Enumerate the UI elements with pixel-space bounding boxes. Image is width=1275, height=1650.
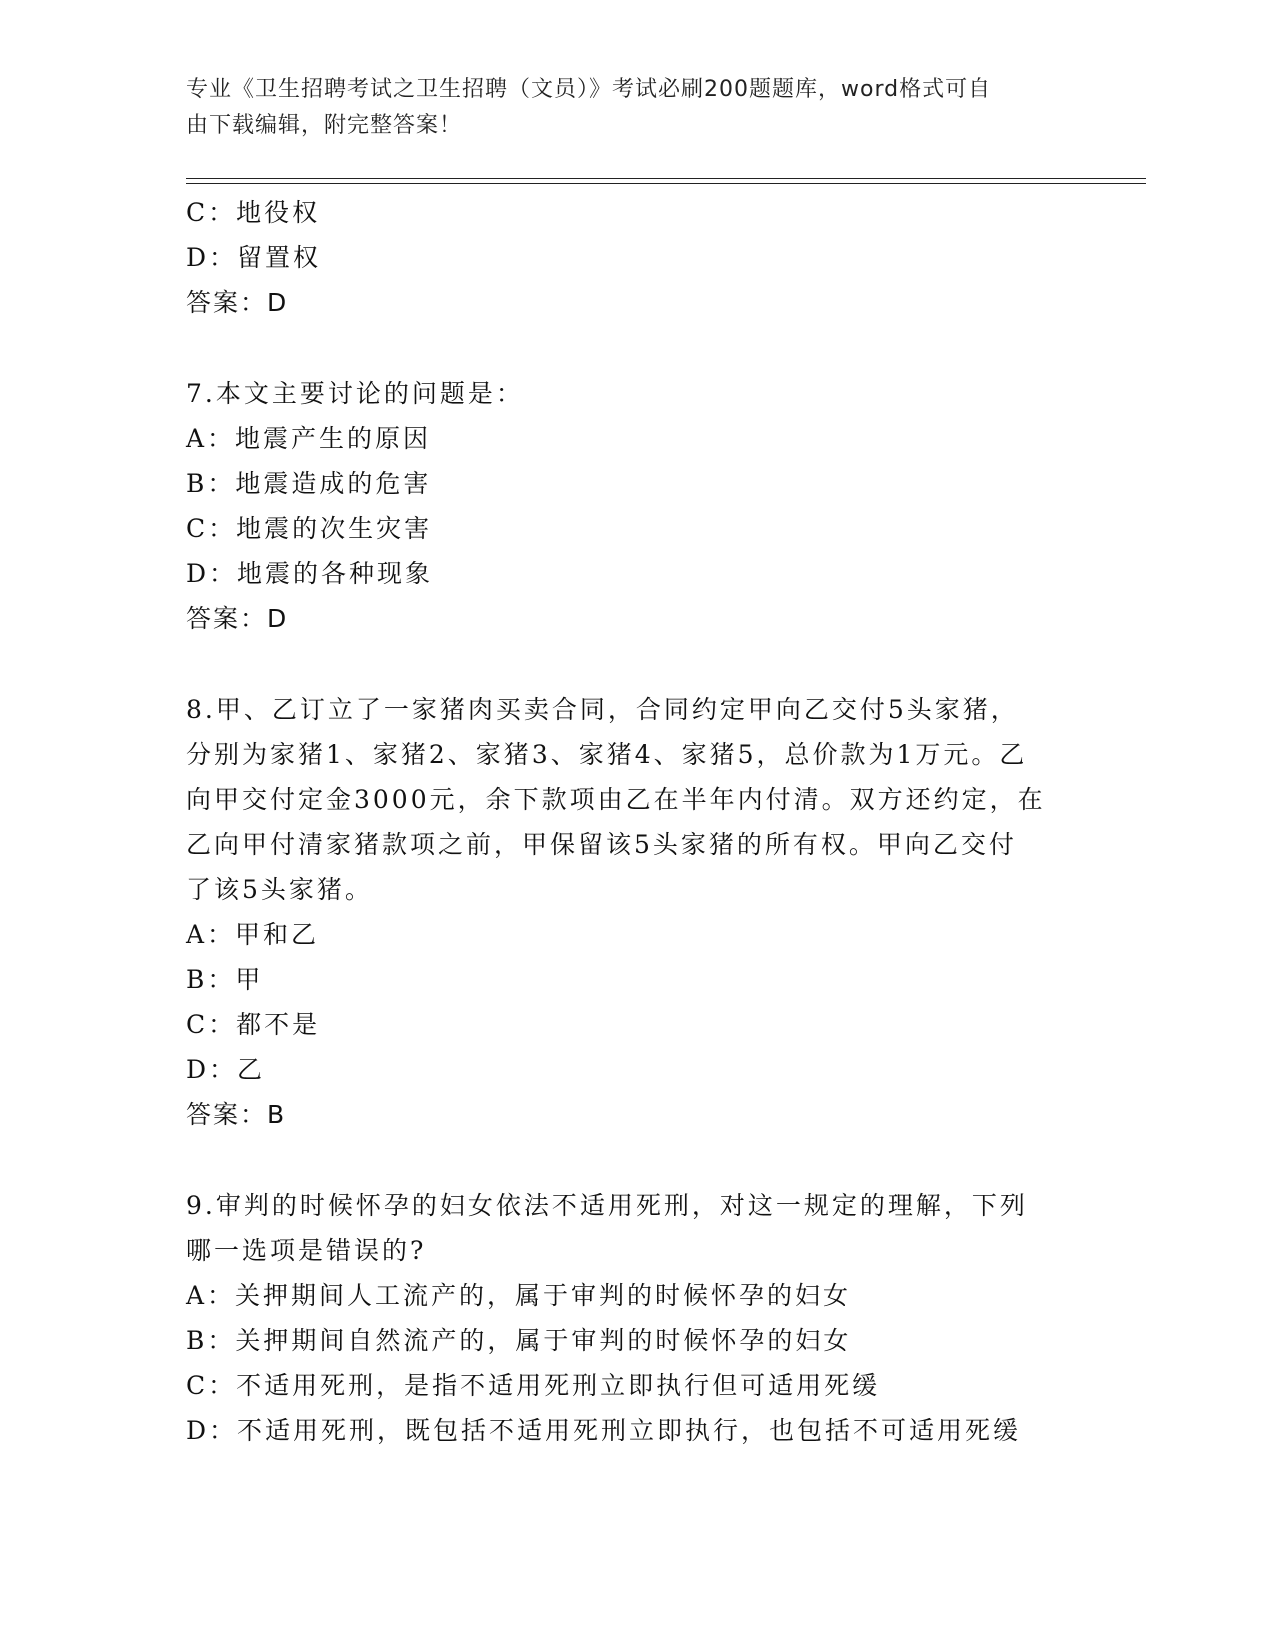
- question-text-line: 哪一选项是错误的?: [186, 1236, 427, 1265]
- option-d: D：乙: [186, 1055, 266, 1084]
- answer: 答案：D: [186, 288, 289, 317]
- option-b: B：甲: [186, 965, 264, 994]
- question-text-line: 8.甲、乙订立了一家猪肉买卖合同，合同约定甲向乙交付5头家猪，: [186, 695, 1019, 724]
- header-rule-bottom: [186, 183, 1146, 184]
- option-c: C：地震的次生灾害: [186, 514, 433, 543]
- question-8: [186, 687, 1086, 1137]
- header-line-2: 由下载编辑，附完整答案！: [186, 113, 463, 138]
- option-c: C：地役权: [186, 198, 321, 227]
- header-rule-top: [186, 178, 1146, 179]
- answer: 答案：B: [186, 1100, 287, 1129]
- document-body: [186, 190, 1086, 1453]
- question-text-line: 9.审判的时候怀孕的妇女依法不适用死刑，对这一规定的理解，下列: [186, 1191, 1028, 1220]
- question-text-line: 分别为家猪1、家猪2、家猪3、家猪4、家猪5，总价款为1万元。乙: [186, 740, 1028, 769]
- header-line-1: 专业《卫生招聘考试之卫生招聘（文员）》考试必刷200题题库，word格式可自: [186, 77, 992, 102]
- option-a: A：关押期间人工流产的，属于审判的时候怀孕的妇女: [186, 1281, 852, 1310]
- question-7: [186, 371, 1086, 641]
- question-text-line: 乙向甲付清家猪款项之前，甲保留该5头家猪的所有权。甲向乙交付: [186, 830, 1017, 859]
- option-a: A：甲和乙: [186, 920, 320, 949]
- option-d: D：不适用死刑，既包括不适用死刑立即执行，也包括不可适用死缓: [186, 1416, 1022, 1445]
- option-a: A：地震产生的原因: [186, 424, 432, 453]
- question-6-continued: [186, 190, 1086, 325]
- document-header: [186, 72, 1066, 144]
- question-9: [186, 1183, 1086, 1453]
- option-b: B：地震造成的危害: [186, 469, 432, 498]
- option-b: B：关押期间自然流产的，属于审判的时候怀孕的妇女: [186, 1326, 852, 1355]
- option-d: D：地震的各种现象: [186, 559, 434, 588]
- option-d: D：留置权: [186, 243, 322, 272]
- question-text-line: 了该5头家猪。: [186, 875, 373, 904]
- option-c: C：不适用死刑，是指不适用死刑立即执行但可适用死缓: [186, 1371, 881, 1400]
- question-text: 7.本文主要讨论的问题是：: [186, 379, 524, 408]
- option-c: C：都不是: [186, 1010, 321, 1039]
- answer: 答案：D: [186, 604, 289, 633]
- question-text-line: 向甲交付定金3000元，余下款项由乙在半年内付清。双方还约定，在: [186, 785, 1046, 814]
